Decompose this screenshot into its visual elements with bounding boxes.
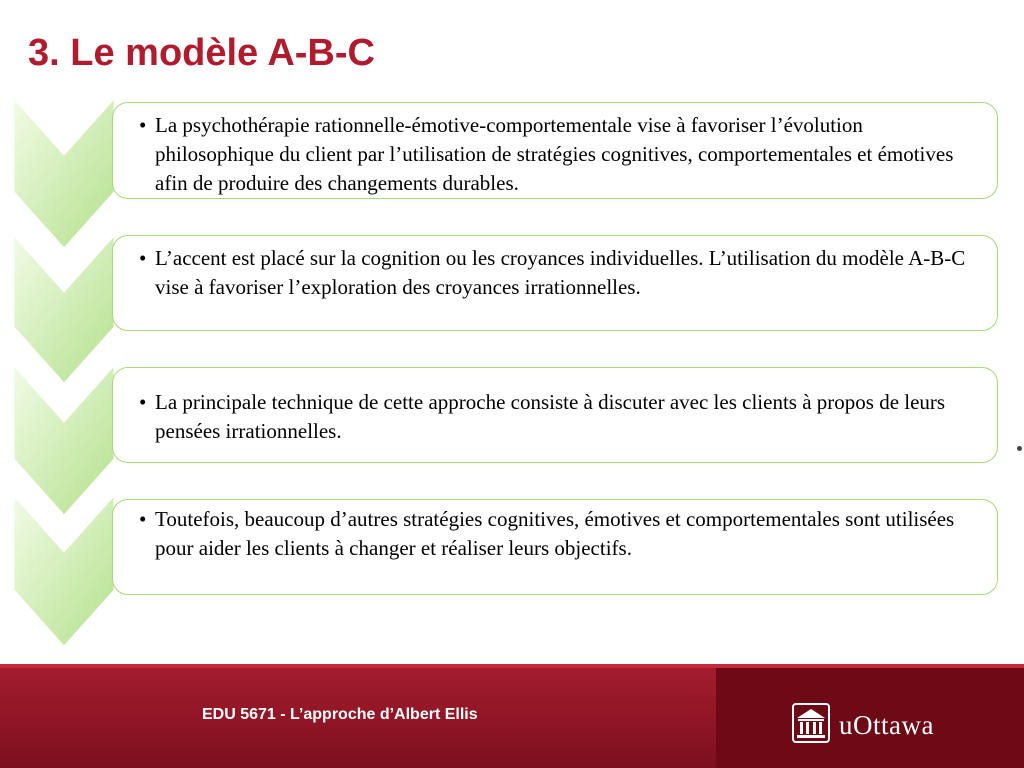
chevron-2 (14, 236, 114, 383)
content-box-2 (112, 235, 998, 331)
content-box-3 (112, 367, 998, 463)
footer-course-title: EDU 5671 - L’approche d’Albert Ellis (202, 706, 478, 723)
content-box-4 (112, 499, 998, 595)
chevron-1 (14, 99, 114, 248)
university-building-icon (792, 703, 830, 743)
slide-title: 3. Le modèle A-B-C (28, 32, 375, 74)
bullet-3: • La principale technique de cette approche consiste à discuter avec les clients à propos de leurs pensées irrationnelles. (155, 388, 981, 446)
chevron-4 (14, 496, 114, 646)
bullet-1: • La psychothérapie rationnelle-émotive-comportementale vise à favoriser l’évolution philosophique du client par l’utilisation de stratégies cognitives, comportementales et émotives afin de produire des changements durables. (155, 111, 981, 198)
stray-dot (1017, 446, 1022, 451)
bullet-4: • Toutefois, beaucoup d’autres stratégies cognitives, émotives et comportementales sont utilisées pour aider les clients à changer et réaliser leurs objectifs. (155, 505, 981, 563)
bullet-2: • L’accent est placé sur la cognition ou les croyances individuelles. L’utilisation du modèle A-B-C vise à favoriser l’exploration des croyances irrationnelles. (155, 244, 981, 302)
uottawa-logo-text: uOttawa (839, 710, 934, 740)
chevron-3 (14, 366, 114, 515)
content-box-1 (112, 102, 998, 199)
